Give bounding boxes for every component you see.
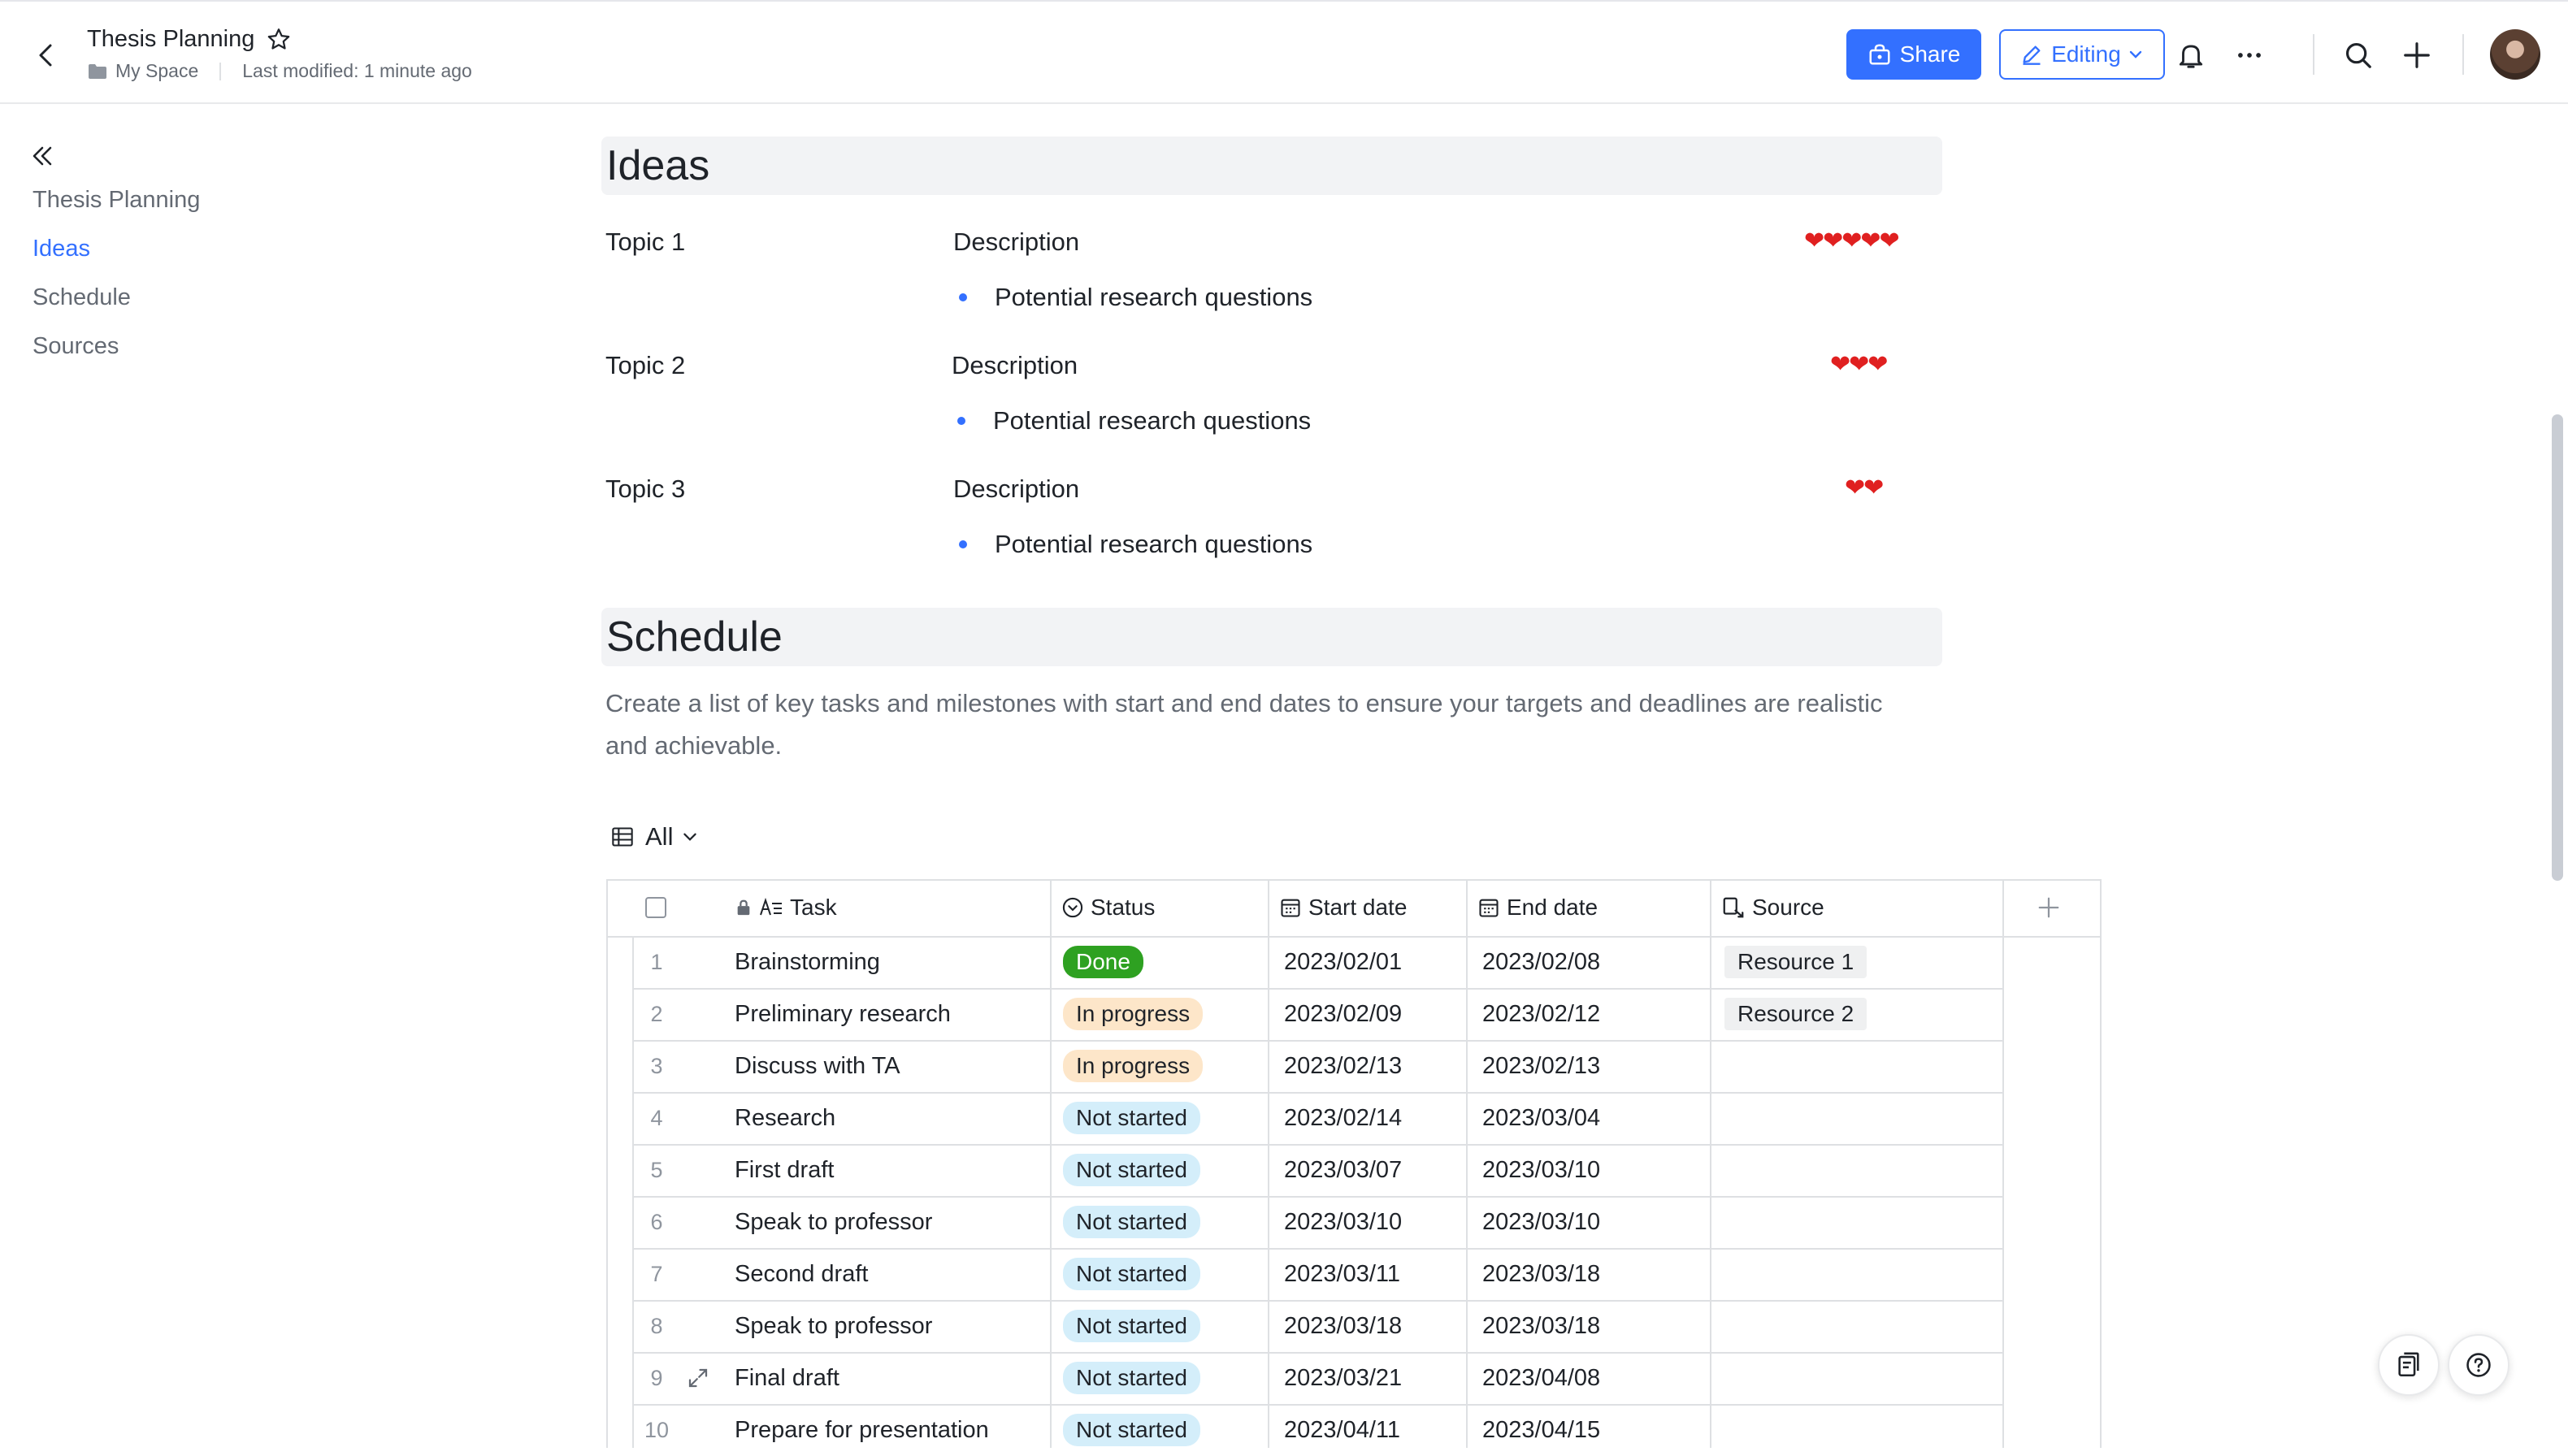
last-modified-text: Last modified: 1 minute ago <box>242 60 472 81</box>
table-border <box>2100 879 2102 1448</box>
end-date-cell[interactable]: 2023/04/08 <box>1482 1364 1601 1391</box>
end-date-cell[interactable]: 2023/02/08 <box>1482 948 1601 975</box>
row-number: 5 <box>650 1157 663 1182</box>
bullet-text: Potential research questions <box>993 406 1312 435</box>
folder-icon <box>88 63 107 80</box>
header-divider <box>2313 34 2314 75</box>
topic-description[interactable]: Description <box>953 228 1080 256</box>
row-number: 10 <box>644 1417 670 1442</box>
share-label: Share <box>1899 41 1961 67</box>
grid-view-icon <box>611 826 634 848</box>
double-chevron-left-icon <box>26 140 59 172</box>
chevron-left-icon <box>29 37 65 73</box>
star-icon <box>265 26 293 54</box>
ideas-heading-block[interactable] <box>601 136 1942 195</box>
status-badge: Not started <box>1063 1258 1200 1290</box>
topic-name[interactable]: Topic 1 <box>605 228 686 256</box>
row-number: 1 <box>650 949 663 974</box>
row-number: 6 <box>650 1209 663 1234</box>
topic-rating: ❤❤❤ <box>1830 351 1887 378</box>
column-header-end-date[interactable] <box>1477 879 1598 936</box>
row-number: 3 <box>650 1053 663 1078</box>
start-date-cell[interactable]: 2023/02/09 <box>1284 1000 1403 1027</box>
comments-panel-button[interactable] <box>2378 1334 2440 1396</box>
column-divider <box>1710 879 1711 1448</box>
task-cell[interactable]: Final draft <box>735 1364 839 1391</box>
task-cell[interactable]: First draft <box>735 1156 835 1183</box>
editing-mode-dropdown[interactable] <box>1999 29 2165 80</box>
status-cell[interactable] <box>1063 1092 1200 1144</box>
text-field-icon <box>759 897 783 918</box>
end-date-cell[interactable]: 2023/02/13 <box>1482 1052 1601 1079</box>
column-divider <box>1050 879 1052 1448</box>
task-cell[interactable]: Speak to professor <box>735 1312 933 1339</box>
more-horizontal-icon <box>2234 40 2265 71</box>
status-cell[interactable] <box>1063 1352 1200 1404</box>
create-new-button[interactable] <box>2399 37 2435 73</box>
status-badge: Not started <box>1063 1154 1200 1186</box>
start-date-cell[interactable]: 2023/03/10 <box>1284 1208 1403 1235</box>
column-header-task[interactable] <box>735 879 837 936</box>
status-cell[interactable] <box>1063 1248 1200 1300</box>
task-cell[interactable]: Brainstorming <box>735 948 880 975</box>
column-header-start-date[interactable] <box>1279 879 1407 936</box>
expand-icon <box>686 1366 710 1390</box>
breadcrumb <box>88 60 472 82</box>
status-badge: Done <box>1063 946 1143 978</box>
table-view-selector[interactable] <box>611 822 710 852</box>
task-cell[interactable]: Second draft <box>735 1260 869 1287</box>
topic-rating: ❤❤ <box>1845 474 1883 501</box>
help-circle-icon <box>2465 1351 2492 1379</box>
end-date-cell[interactable]: 2023/03/04 <box>1482 1104 1601 1131</box>
topic-name[interactable]: Topic 2 <box>605 351 686 379</box>
end-date-cell[interactable]: 2023/03/10 <box>1482 1208 1601 1235</box>
status-badge: Not started <box>1063 1362 1200 1394</box>
status-badge: Not started <box>1063 1102 1200 1134</box>
source-cell[interactable] <box>1724 988 1867 1040</box>
schedule-table <box>606 879 2102 1448</box>
start-date-cell[interactable]: 2023/02/14 <box>1284 1104 1403 1131</box>
status-badge: Not started <box>1063 1310 1200 1342</box>
row-number: 8 <box>650 1313 663 1338</box>
location-link[interactable]: My Space <box>115 60 199 81</box>
bullet-item[interactable] <box>959 283 1312 312</box>
schedule-description[interactable]: Create a list of key tasks and milestones with start and end dates to ensure your targets and deadlines are realistic and achievable. <box>605 689 1883 760</box>
status-cell[interactable] <box>1063 1040 1203 1092</box>
bullet-dot <box>959 540 967 548</box>
task-cell[interactable]: Preliminary research <box>735 1000 951 1027</box>
column-header-label: Start date <box>1308 895 1408 920</box>
chevron-down-icon <box>2128 46 2144 63</box>
outline-item-sources[interactable]: Sources <box>33 333 119 359</box>
start-date-cell[interactable]: 2023/03/11 <box>1284 1260 1400 1287</box>
start-date-cell[interactable]: 2023/02/01 <box>1284 948 1403 975</box>
status-badge: Not started <box>1063 1414 1200 1446</box>
column-header-label: End date <box>1507 895 1598 920</box>
search-button[interactable] <box>2340 37 2376 73</box>
row-number: 4 <box>650 1105 663 1130</box>
column-divider <box>1466 879 1468 1448</box>
topic-description[interactable]: Description <box>952 351 1078 379</box>
outline-item-thesis-planning[interactable]: Thesis Planning <box>33 187 201 213</box>
column-header-label: Task <box>790 895 837 920</box>
header-divider <box>2462 34 2464 75</box>
bell-icon <box>2175 40 2206 71</box>
task-cell[interactable]: Research <box>735 1104 836 1131</box>
document-list-icon <box>2395 1351 2423 1379</box>
column-divider <box>1268 879 1269 1448</box>
favorite-button[interactable] <box>265 26 293 54</box>
column-header-label: Status <box>1091 895 1156 920</box>
end-date-cell[interactable]: 2023/03/10 <box>1482 1156 1601 1183</box>
help-button[interactable] <box>2448 1334 2509 1396</box>
status-cell[interactable] <box>1063 936 1143 988</box>
bullet-dot <box>957 417 965 425</box>
lock-icon <box>735 899 753 916</box>
schedule-heading: Schedule <box>606 613 783 661</box>
task-cell[interactable]: Speak to professor <box>735 1208 933 1235</box>
bullet-item[interactable] <box>957 406 1311 436</box>
topic-rating: ❤❤❤❤❤ <box>1804 228 1898 254</box>
status-badge: In progress <box>1063 1050 1203 1082</box>
top-bar <box>0 0 2568 104</box>
schedule-heading-block[interactable] <box>601 608 1942 666</box>
share-button[interactable] <box>1846 29 1981 80</box>
row-number: 7 <box>650 1261 663 1286</box>
end-date-cell[interactable]: 2023/04/15 <box>1482 1416 1601 1443</box>
status-cell[interactable] <box>1063 1144 1200 1196</box>
bullet-item[interactable] <box>959 530 1312 559</box>
task-cell[interactable]: Prepare for presentation <box>735 1416 989 1443</box>
status-cell[interactable] <box>1063 1196 1200 1248</box>
row-number: 9 <box>650 1365 663 1390</box>
user-avatar[interactable] <box>2490 29 2540 80</box>
editing-label: Editing <box>2051 41 2121 67</box>
row-number: 2 <box>650 1001 663 1026</box>
bullet-text: Potential research questions <box>995 283 1313 311</box>
column-header-label: Source <box>1752 895 1824 920</box>
expand-row-button[interactable] <box>686 1352 710 1404</box>
end-date-cell[interactable]: 2023/03/18 <box>1482 1260 1601 1287</box>
plus-icon <box>2401 40 2432 71</box>
collapse-outline-button[interactable] <box>26 140 59 172</box>
plus-icon <box>2037 895 2061 920</box>
ideas-heading: Ideas <box>606 142 710 189</box>
vertical-scrollbar[interactable] <box>2552 414 2563 881</box>
search-icon <box>2343 40 2374 71</box>
link-record-icon <box>1721 895 1746 920</box>
select-all-checkbox[interactable] <box>645 879 666 936</box>
column-divider <box>2002 879 2004 1448</box>
pencil-icon <box>2020 43 2043 66</box>
start-date-cell[interactable]: 2023/02/13 <box>1284 1052 1403 1079</box>
end-date-cell[interactable]: 2023/02/12 <box>1482 1000 1601 1027</box>
task-cell[interactable]: Discuss with TA <box>735 1052 900 1079</box>
status-cell[interactable] <box>1063 988 1203 1040</box>
bullet-dot <box>959 293 967 301</box>
status-badge: In progress <box>1063 998 1203 1030</box>
outline-item-ideas[interactable]: Ideas <box>33 236 90 262</box>
calendar-icon <box>1279 896 1302 919</box>
end-date-cell[interactable]: 2023/03/18 <box>1482 1312 1601 1339</box>
view-label: All <box>645 822 674 851</box>
notifications-button[interactable] <box>2173 37 2209 73</box>
column-header-source[interactable] <box>1721 879 1824 936</box>
linked-record-chip[interactable]: Resource 2 <box>1724 998 1867 1030</box>
share-lock-icon <box>1867 42 1892 67</box>
calendar-icon <box>1477 896 1500 919</box>
back-button[interactable] <box>29 37 65 73</box>
single-select-icon <box>1061 896 1084 919</box>
status-cell[interactable] <box>1063 1404 1200 1456</box>
topic-name[interactable]: Topic 3 <box>605 474 686 503</box>
status-badge: Not started <box>1063 1206 1200 1238</box>
checkbox[interactable] <box>645 897 666 918</box>
status-cell[interactable] <box>1063 1300 1200 1352</box>
topic-description[interactable]: Description <box>953 474 1080 503</box>
start-date-cell[interactable]: 2023/03/21 <box>1284 1364 1403 1391</box>
document-title[interactable]: Thesis Planning <box>87 26 255 52</box>
chevron-down-icon <box>681 828 699 846</box>
source-cell[interactable] <box>1724 936 1867 988</box>
bullet-text: Potential research questions <box>995 530 1313 558</box>
add-column-button[interactable] <box>2030 879 2074 936</box>
linked-record-chip[interactable]: Resource 1 <box>1724 946 1867 978</box>
start-date-cell[interactable]: 2023/03/07 <box>1284 1156 1403 1183</box>
column-header-status[interactable] <box>1061 879 1155 936</box>
more-options-button[interactable] <box>2232 37 2267 73</box>
table-border <box>606 879 608 1448</box>
start-date-cell[interactable]: 2023/04/11 <box>1284 1416 1400 1443</box>
outline-item-schedule[interactable]: Schedule <box>33 284 131 310</box>
breadcrumb-divider <box>219 63 221 80</box>
start-date-cell[interactable]: 2023/03/18 <box>1284 1312 1403 1339</box>
